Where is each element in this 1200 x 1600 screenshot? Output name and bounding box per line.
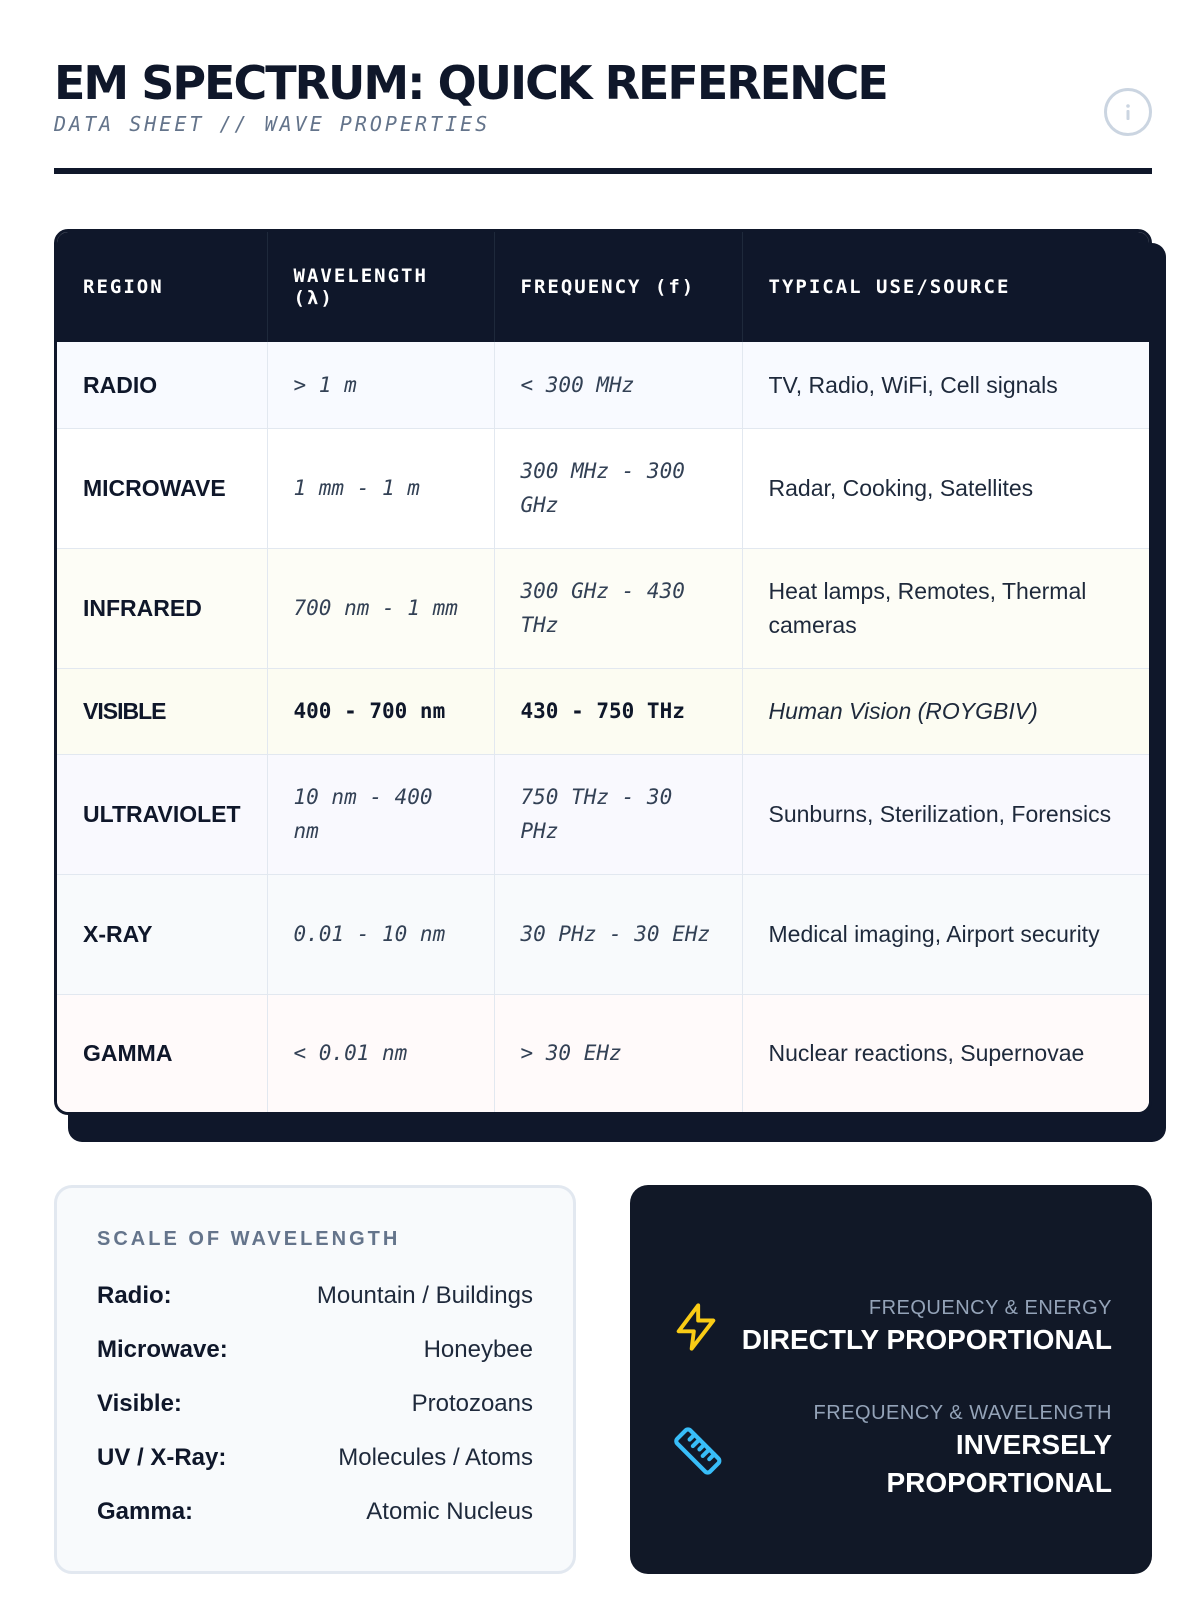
- scale-value: Honeybee: [423, 1336, 533, 1363]
- frequency-cell: 30 PHz - 30 EHz: [494, 874, 742, 994]
- frequency-cell: > 30 EHz: [494, 994, 742, 1112]
- frequency-cell: 300 MHz - 300 GHz: [494, 428, 742, 548]
- relation-row-energy: [670, 1295, 1112, 1359]
- scale-value: Mountain / Buildings: [316, 1282, 533, 1309]
- column-header-use: TYPICAL USE/SOURCE: [742, 232, 1149, 342]
- spectrum-table-card: [54, 229, 1152, 1115]
- scale-row: [97, 1377, 533, 1431]
- table-row: [57, 668, 1149, 754]
- scale-list: [97, 1269, 533, 1539]
- scale-label: Microwave:: [97, 1336, 228, 1363]
- region-cell: INFRARED: [57, 548, 267, 668]
- scale-value: Molecules / Atoms: [338, 1444, 533, 1471]
- region-cell: GAMMA: [57, 994, 267, 1112]
- relation-statement: INVERSELY PROPORTIONAL: [886, 1429, 1112, 1498]
- table-body: [57, 342, 1149, 1112]
- wavelength-cell: 0.01 - 10 nm: [267, 874, 494, 994]
- scale-label: Radio:: [97, 1282, 172, 1309]
- table-row: [57, 874, 1149, 994]
- table-header-row: [57, 232, 1149, 342]
- table-row: [57, 428, 1149, 548]
- use-cell: Human Vision (ROYGBIV): [742, 668, 1149, 754]
- wavelength-cell: 400 - 700 nm: [267, 668, 494, 754]
- scale-value: Atomic Nucleus: [366, 1498, 533, 1525]
- relation-statement: DIRECTLY PROPORTIONAL: [741, 1324, 1112, 1355]
- wavelength-cell: 10 nm - 400 nm: [267, 754, 494, 874]
- wavelength-cell: 1 mm - 1 m: [267, 428, 494, 548]
- info-icon: [1114, 98, 1142, 126]
- frequency-cell: < 300 MHz: [494, 342, 742, 428]
- page-header: [54, 54, 1152, 174]
- relation-kicker: FREQUENCY & ENERGY: [868, 1297, 1112, 1319]
- frequency-cell: 750 THz - 30 PHz: [494, 754, 742, 874]
- column-header-region: REGION: [57, 232, 267, 342]
- scale-of-wavelength-card: [54, 1185, 576, 1574]
- column-header-wavelength: WAVELENGTH (λ): [267, 232, 494, 342]
- spectrum-table: [57, 232, 1149, 1112]
- region-cell: RADIO: [57, 342, 267, 428]
- region-cell: X-RAY: [57, 874, 267, 994]
- table-row: [57, 548, 1149, 668]
- scale-label: Visible:: [97, 1390, 182, 1417]
- use-cell: Sunburns, Sterilization, Forensics: [742, 754, 1149, 874]
- region-cell: VISIBLE: [57, 668, 267, 754]
- use-cell: Medical imaging, Airport security: [742, 874, 1149, 994]
- page-title: EM SPECTRUM: QUICK REFERENCE: [54, 56, 887, 110]
- table-row: [57, 994, 1149, 1112]
- relationships-card: [630, 1185, 1152, 1574]
- scale-title: SCALE OF WAVELENGTH: [97, 1228, 401, 1250]
- info-button[interactable]: [1104, 88, 1152, 136]
- relation-kicker: FREQUENCY & WAVELENGTH: [813, 1402, 1112, 1424]
- scale-value: Protozoans: [411, 1390, 533, 1417]
- table-row: [57, 754, 1149, 874]
- use-cell: TV, Radio, WiFi, Cell signals: [742, 342, 1149, 428]
- scale-row: [97, 1269, 533, 1323]
- wavelength-cell: < 0.01 nm: [267, 994, 494, 1112]
- wavelength-cell: > 1 m: [267, 342, 494, 428]
- frequency-cell: 430 - 750 THz: [494, 668, 742, 754]
- lightning-icon: [670, 1299, 722, 1355]
- column-header-frequency: FREQUENCY (f): [494, 232, 742, 342]
- scale-row: [97, 1485, 533, 1539]
- scale-label: Gamma:: [97, 1498, 194, 1525]
- scale-row: [97, 1431, 533, 1485]
- ruler-icon: [670, 1423, 726, 1479]
- frequency-cell: 300 GHz - 430 THz: [494, 548, 742, 668]
- region-cell: MICROWAVE: [57, 428, 267, 548]
- scale-label: UV / X-Ray:: [97, 1444, 227, 1471]
- scale-row: [97, 1323, 533, 1377]
- use-cell: Nuclear reactions, Supernovae: [768, 1040, 1085, 1067]
- region-cell: ULTRAVIOLET: [57, 754, 267, 874]
- table-row: [57, 342, 1149, 428]
- use-cell: Heat lamps, Remotes, Thermal cameras: [742, 548, 1149, 668]
- page-subtitle: DATA SHEET // WAVE PROPERTIES: [54, 112, 491, 136]
- relation-row-wavelength: [670, 1400, 1112, 1502]
- wavelength-cell: 700 nm - 1 mm: [267, 548, 494, 668]
- spectrum-table-container: [54, 229, 1152, 1115]
- use-cell: Radar, Cooking, Satellites: [742, 428, 1149, 548]
